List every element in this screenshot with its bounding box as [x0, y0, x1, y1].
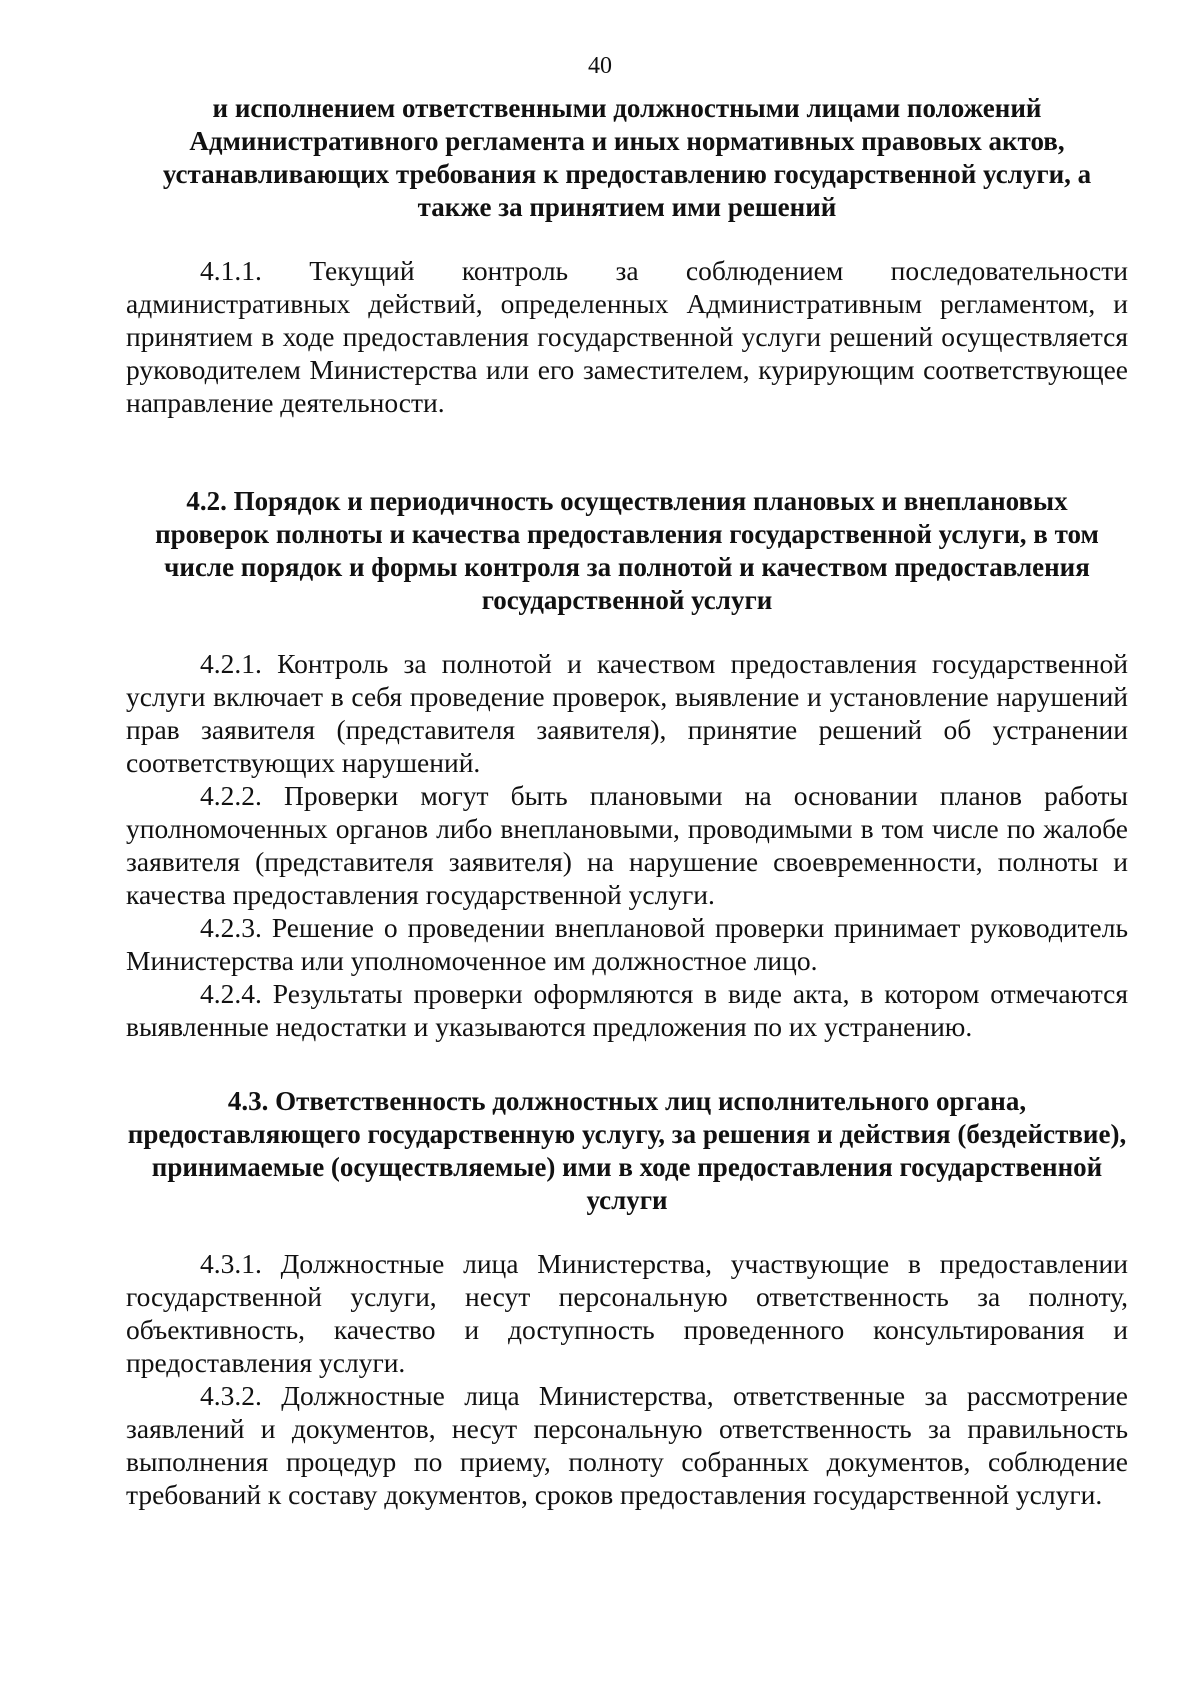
spacer — [126, 224, 1128, 254]
spacer — [126, 1043, 1128, 1085]
heading-4-3: 4.3. Ответственность должностных лиц исполнительного органа, предоставляющего государственную услугу, за решения и действия (бездействие), принимаемые (осуществляемые) ими в ходе предоставления государственной услуги — [127, 1086, 1127, 1215]
paragraph-4-2-1: 4.2.1. Контроль за полнотой и качеством предоставления государственной услуги включает в себя проведение проверок, выявление и установление нарушений прав заявителя (представителя заявителя), принятие решений об устранении соответствующих нарушений. — [126, 648, 1128, 778]
heading-continuation: и исполнением ответственными должностными лицами положений Административного регламента и иных нормативных правовых актов, устанавливающих требования к предоставлению государственной услуги, а также за принятием ими решений — [162, 93, 1092, 222]
page-number: 40 — [588, 53, 612, 79]
spacer — [126, 419, 1128, 485]
paragraph-4-3-2: 4.3.2. Должностные лица Министерства, ответственные за рассмотрение заявлений и документов, несут персональную ответственность за правильность выполнения процедур по приему, полноту собранных документов, соблюдение требований к составу документов, сроков предоставления государственной услуги. — [126, 1380, 1128, 1510]
paragraph-4-2-4: 4.2.4. Результаты проверки оформляются в виде акта, в котором отмечаются выявленные недостатки и указываются предложения по их устранению. — [126, 978, 1128, 1042]
spacer — [126, 617, 1128, 647]
paragraph-4-1-1: 4.1.1. Текущий контроль за соблюдением последовательности административных действий, определенных Административным регламентом, и принятием в ходе предоставления государственной услуги решений осуществляется руководителем Министерства или его заместителем, курирующим соответствующее направление деятельности. — [126, 255, 1128, 418]
document-body — [126, 92, 1128, 1511]
paragraph-4-3-1: 4.3.1. Должностные лица Министерства, участвующие в предоставлении государственной услуги, несут персональную ответственность за полноту, объективность, качество и доступность проведенного консультирования и предоставления услуги. — [126, 1248, 1128, 1378]
heading-4-2: 4.2. Порядок и периодичность осуществления плановых и внеплановых проверок полноты и качества предоставления государственной услуги, в том числе порядок и формы контроля за полнотой и качеством предоставления государственной услуги — [155, 486, 1099, 615]
spacer — [126, 1217, 1128, 1247]
paragraph-4-2-2: 4.2.2. Проверки могут быть плановыми на основании планов работы уполномоченных органов либо внеплановыми, проводимыми в том числе по жалобе заявителя (представителя заявителя) на нарушение своевременности, полноты и качества предоставления государственной услуги. — [126, 780, 1128, 910]
paragraph-4-2-3: 4.2.3. Решение о проведении внеплановой проверки принимает руководитель Министерства или уполномоченное им должностное лицо. — [126, 912, 1128, 976]
